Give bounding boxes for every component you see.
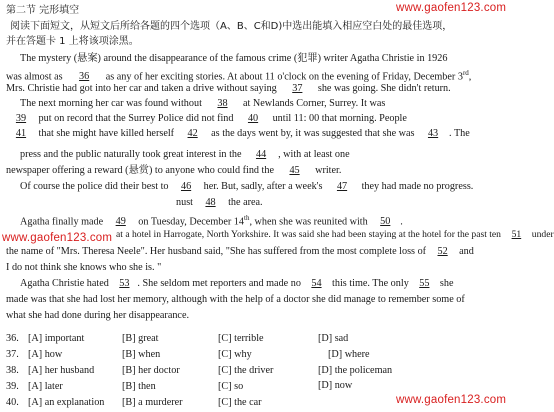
passage-line-17: what she had done during her disappearance. bbox=[6, 310, 190, 321]
passage-line-16: made was that she had lost her memory, although with the help of a doctor she did manage to remember some of bbox=[6, 294, 465, 305]
option-c: [C] so bbox=[218, 381, 244, 392]
option-a: [A] her husband bbox=[28, 365, 95, 376]
blank-37: 37 bbox=[292, 83, 303, 94]
blank-54: 54 bbox=[311, 278, 322, 289]
blank-47: 47 bbox=[336, 181, 348, 192]
blank-44: 44 bbox=[255, 149, 267, 160]
passage-line-6: 41 that she might have killed herself 42 as the days went by, it was suggested that she was 43 . The bbox=[6, 127, 470, 140]
blank-43: 43 bbox=[427, 128, 439, 139]
option-a: [A] an explanation bbox=[28, 397, 105, 408]
question-number: 40. bbox=[6, 397, 19, 408]
option-b: [B] then bbox=[122, 381, 156, 392]
option-d: [D] sad bbox=[318, 333, 349, 344]
blank-51: 51 bbox=[511, 229, 522, 240]
blank-49: 49 bbox=[115, 216, 126, 228]
passage-line-14: I do not think she knows who she is. " bbox=[6, 262, 162, 273]
option-c: [C] the driver bbox=[218, 365, 274, 376]
passage-line-5: 39 put on record that the Surrey Police did not find 40 until 11: 00 that morning. People bbox=[6, 112, 407, 125]
blank-42: 42 bbox=[187, 128, 198, 139]
option-d: [D] now bbox=[318, 380, 353, 391]
passage-line-15: Agatha Christie hated 53 . She seldom met reporters and made no 54 this time. The only 55 she bbox=[20, 278, 454, 289]
passage-line-7: press and the public naturally took great interest in the 44 , with at least one bbox=[20, 149, 350, 160]
instructions-line-2: 并在答题卡 1 上将该项涂黑。 bbox=[6, 36, 139, 47]
blank-52: 52 bbox=[437, 246, 448, 257]
passage-line-1: The mystery (悬案) around the disappearance of the famous crime (犯罪) writer Agatha Christie in 1926 bbox=[20, 53, 448, 64]
option-c: [C] why bbox=[218, 349, 252, 360]
option-c: [C] terrible bbox=[218, 333, 264, 344]
passage-line-2: was almost as 36 as any of her exciting stories. At about 11 o'clock on the evening of Friday, December 3rd, bbox=[6, 69, 472, 83]
question-number: 36. bbox=[6, 333, 19, 344]
passage-line-12: at a hotel in Harrogate, North Yorkshire. It was said she had been staying at the hotel for the past ten 51 under bbox=[116, 229, 554, 240]
option-a: [A] how bbox=[28, 349, 63, 360]
blank-55: 55 bbox=[419, 278, 430, 289]
option-b: [B] when bbox=[122, 349, 161, 360]
watermark-middle-left: www.gaofen123.com bbox=[2, 232, 113, 244]
section-title: 第二节 完形填空 bbox=[6, 5, 80, 16]
watermark-bottom-right: www.gaofen123.com bbox=[396, 394, 507, 406]
watermark-top-right: www.gaofen123.com bbox=[396, 2, 507, 14]
question-number: 37. bbox=[6, 349, 19, 360]
blank-41: 41 bbox=[15, 128, 27, 139]
passage-line-13: the name of "Mrs. Theresa Neele". Her husband said, "She has suffered from the most complete loss of 52 and bbox=[6, 246, 474, 257]
option-d: [D] where bbox=[328, 349, 370, 360]
passage-line-11: Agatha finally made 49 on Tuesday, December 14th, when she was reunited with 50 . bbox=[20, 214, 403, 228]
passage-line-3: Mrs. Christie had got into her car and taken a drive without saying 37 she was going. She didn't return. bbox=[6, 83, 451, 94]
blank-45: 45 bbox=[289, 165, 300, 176]
blank-36: 36 bbox=[79, 71, 90, 83]
passage-line-9: Of course the police did their best to 46 her. But, sadly, after a week's 47 they had made no progress. bbox=[20, 181, 474, 192]
option-c: [C] the car bbox=[218, 397, 262, 408]
blank-46: 46 bbox=[180, 181, 192, 192]
blank-48: 48 bbox=[205, 197, 216, 208]
passage-line-8: newspaper offering a reward (悬赏) to anyone who could find the 45 writer. bbox=[6, 165, 342, 176]
option-a: [A] important bbox=[28, 333, 85, 344]
passage-line-4: The next morning her car was found without 38 at Newlands Corner, Surrey. It was bbox=[20, 98, 386, 109]
option-b: [B] a murderer bbox=[122, 397, 183, 408]
option-b: [B] great bbox=[122, 333, 159, 344]
blank-50: 50 bbox=[380, 216, 391, 228]
blank-39: 39 bbox=[15, 113, 27, 124]
option-a: [A] later bbox=[28, 381, 63, 392]
question-number: 38. bbox=[6, 365, 19, 376]
blank-53: 53 bbox=[119, 278, 130, 289]
option-d: [D] the policeman bbox=[318, 365, 393, 376]
question-number: 39. bbox=[6, 381, 19, 392]
option-b: [B] her doctor bbox=[122, 365, 180, 376]
passage-line-10: nust 48 the area. bbox=[176, 197, 263, 208]
blank-38: 38 bbox=[217, 98, 228, 109]
blank-40: 40 bbox=[247, 113, 259, 124]
instructions-line-1: 阅读下面短文，从短文后所给各题的四个选项（A、B、C和D)中选出能填入相应空白处的最佳选项， bbox=[10, 21, 453, 32]
